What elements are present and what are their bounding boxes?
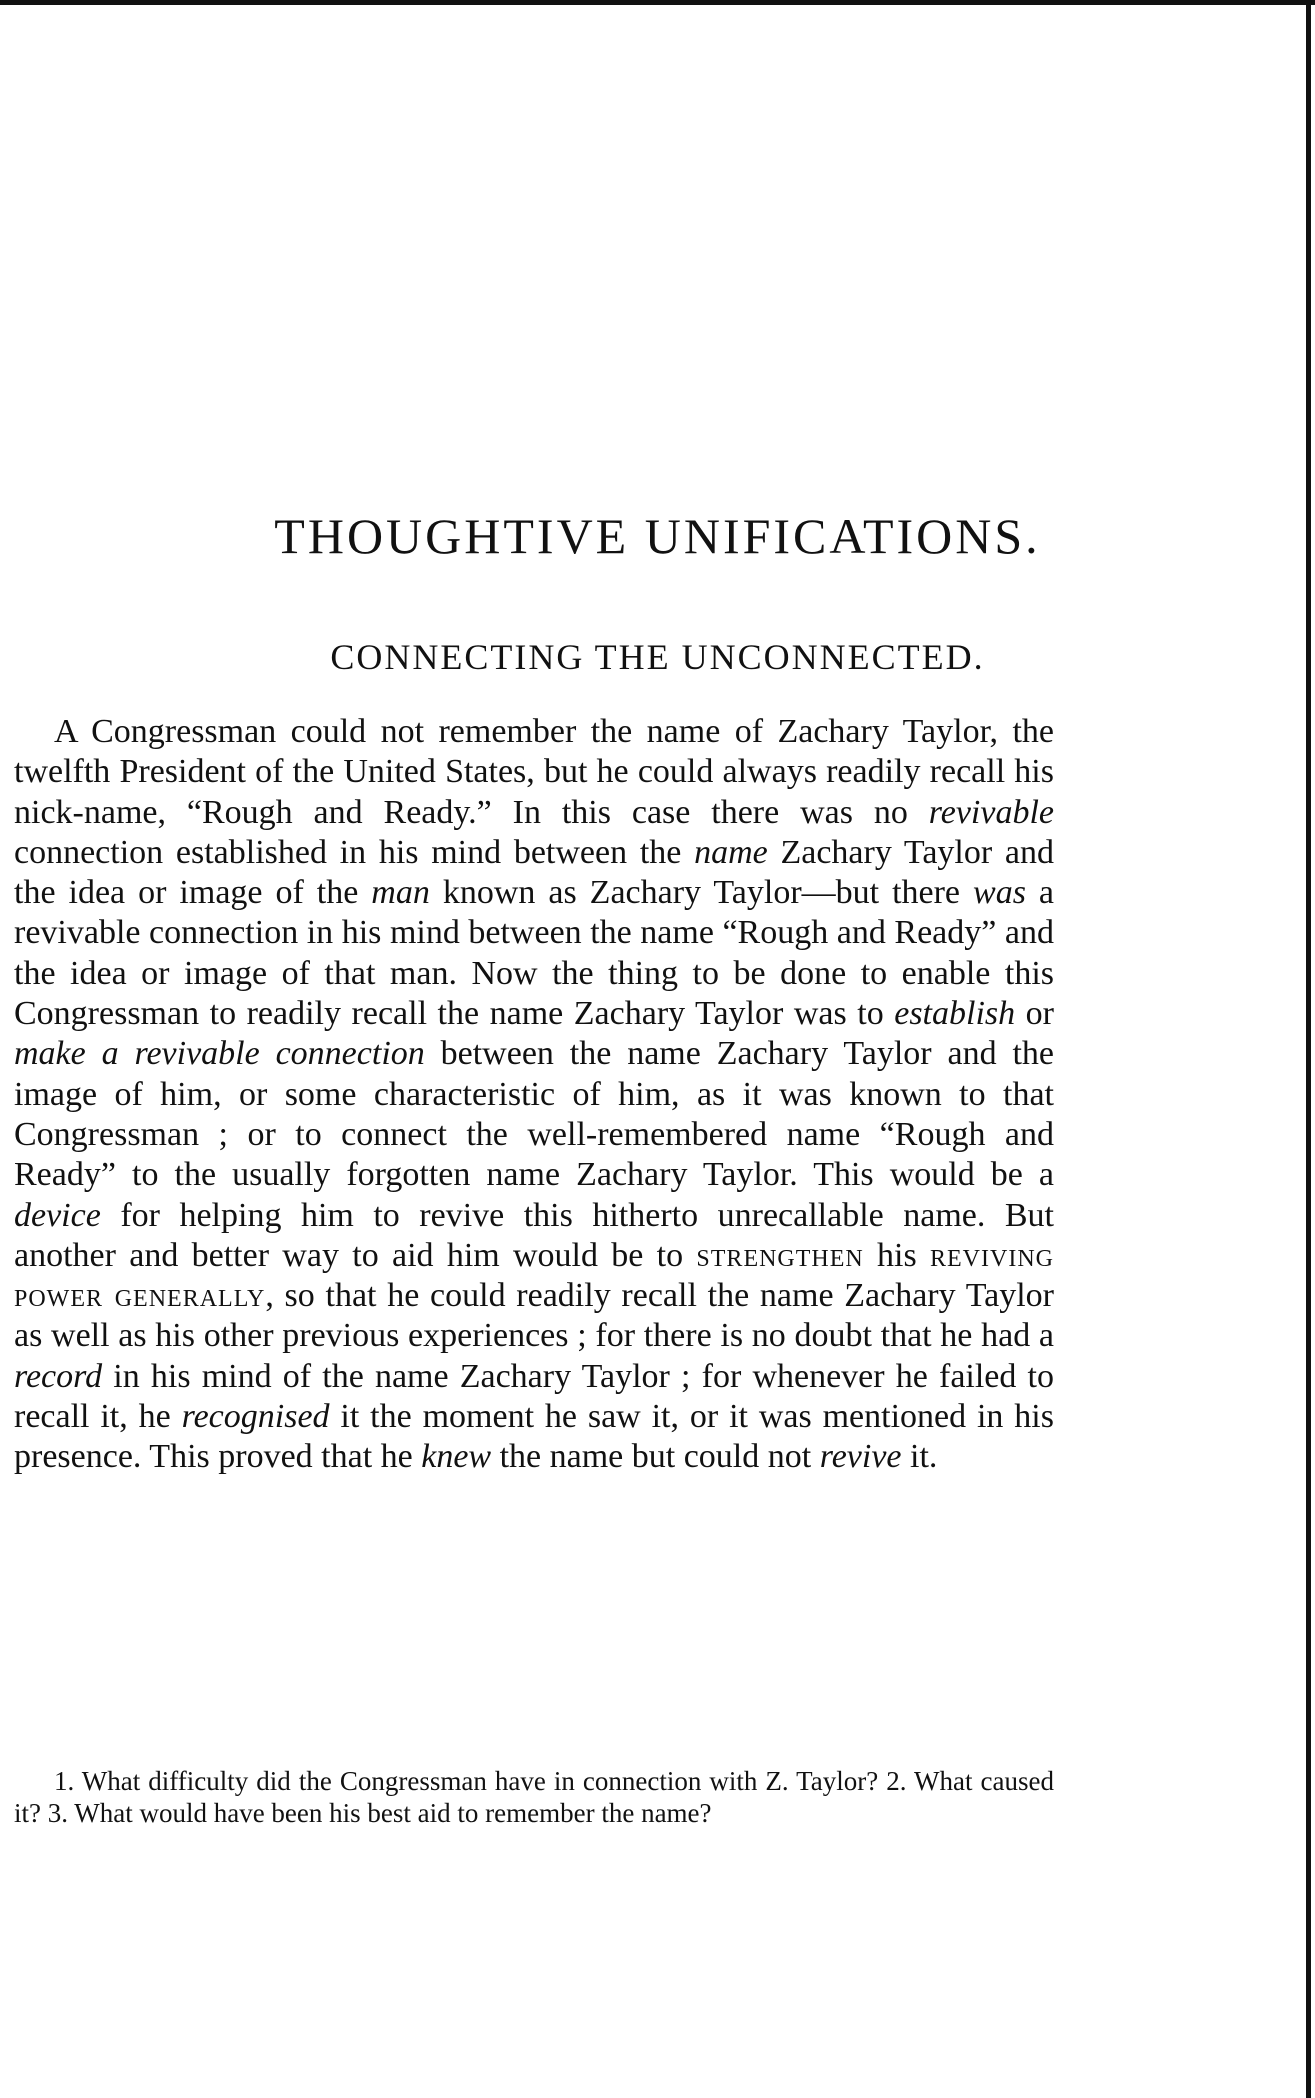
body-text-run: A Congressman could not remember the name of Zachary Taylor, the twelfth President of the United States, but he could always readily recall his nick-name, “Rough and Ready.” In this case there was no [14, 713, 1054, 831]
page-title: THOUGHTIVE UNIFICATIONS. [274, 508, 1041, 564]
right-border-line [1306, 0, 1311, 2098]
body-text-run: a revivable connection in his mind between the name “Rough and Ready” and the idea or image of that man. Now the thing to be done to enable this Congressman to readily recall the name Zachary Taylor was to [14, 874, 1055, 1033]
italic-term: was [973, 874, 1026, 912]
italic-term: recognised [181, 1398, 330, 1436]
body-text-run: it the moment he saw it, or it was mentioned in his presence. This proved that he [14, 1398, 1054, 1476]
italic-term: name [694, 833, 768, 871]
body-paragraph [14, 712, 1054, 1478]
body-text-run: or [1015, 995, 1054, 1033]
body-text-run: connection established in his mind between the [14, 833, 695, 871]
body-text-run: in his mind of the name Zachary Taylor ; for whenever he failed to recall it, he [14, 1357, 1054, 1436]
body-text-run: for helping him to revive this hitherto unrecallable name. But another and better way to aid him would be to [14, 1196, 1054, 1274]
body-text-run: , so that he could readily recall the name Zachary Taylor as well as his other previous experiences ; for there is no doubt that he had a [14, 1277, 1054, 1355]
italic-term: device [14, 1196, 101, 1234]
body-text-run: his [863, 1236, 931, 1274]
italic-term: revivable [928, 793, 1054, 831]
body-text-run: between the name Zachary Taylor and the image of him, or some characteristic of him, as it was known to that Congressman ; or to connect the well-remembered name “Rough and Ready” to the usually forgotten name Zachary Taylor. This would be a [14, 1035, 1054, 1194]
study-questions: 1. What difficulty did the Congressman have in connection with Z. Taylor? 2. What caused it? 3. What would have been his best aid to remember the name? [14, 1766, 1054, 1828]
italic-term: record [14, 1357, 103, 1395]
top-border-line [0, 0, 1315, 5]
italic-term: knew [421, 1438, 492, 1476]
body-text-run: the name but could not [491, 1438, 820, 1476]
italic-term: establish [894, 995, 1016, 1033]
italic-term: make a revivable connection [14, 1035, 425, 1073]
body-text-run: it. [901, 1438, 938, 1476]
italic-term: revive [819, 1438, 902, 1476]
small-caps-term: reviving power generally [14, 1236, 1054, 1315]
section-heading: CONNECTING THE UNCONNECTED. [330, 637, 985, 677]
body-text-run: known as Zachary Taylor—but there [429, 874, 974, 912]
body-text-run: Zachary Taylor and the idea or image of the [14, 833, 1054, 912]
small-caps-term: strengthen [696, 1236, 864, 1274]
italic-term: man [371, 874, 430, 912]
